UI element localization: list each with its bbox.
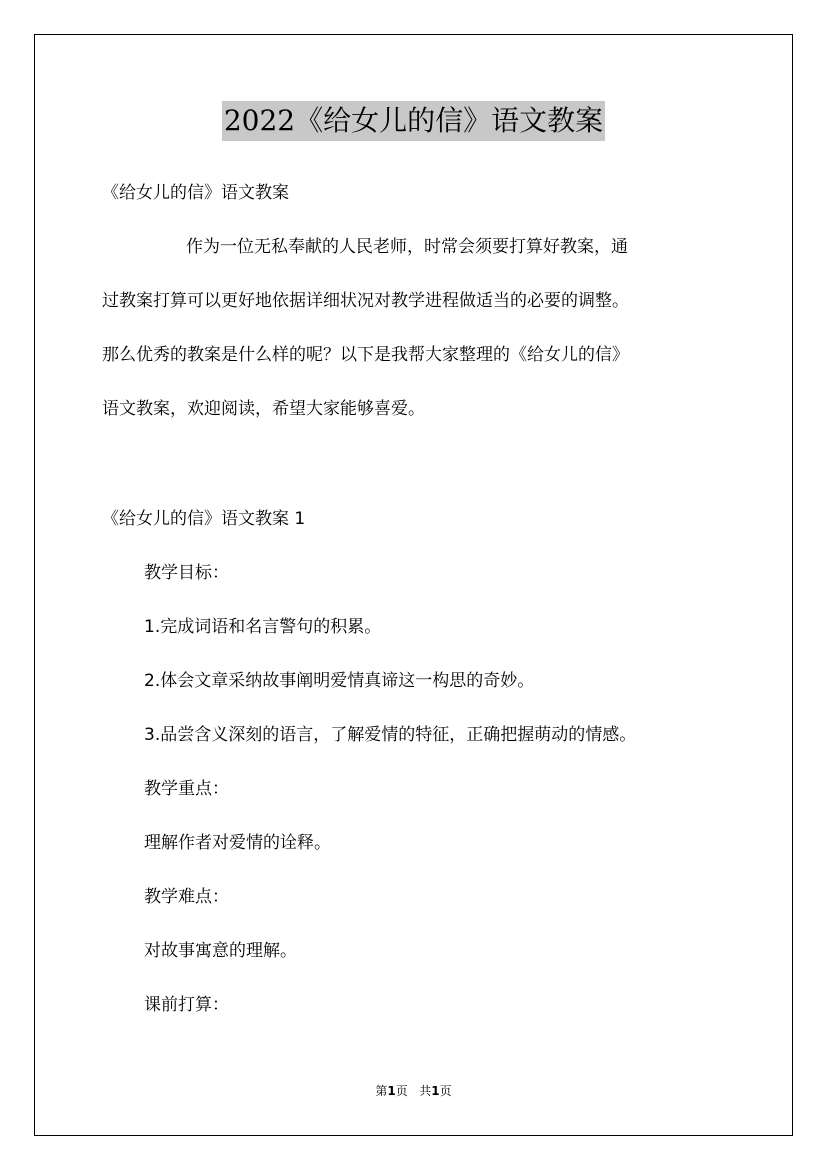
intro-line-2: 过教案打算可以更好地依据详细状况对教学进程做适当的必要的调整。 bbox=[102, 291, 629, 311]
subtitle: 《给女儿的信》语文教案 bbox=[102, 183, 289, 203]
footer-page-number: 1 bbox=[387, 1084, 396, 1098]
key-points-text: 理解作者对爱情的诠释。 bbox=[144, 833, 331, 853]
goal-item-3: 3.品尝含义深刻的语言，了解爱情的特征，正确把握萌动的情感。 bbox=[144, 725, 637, 745]
goal-item-2: 2.体会文章采纳故事阐明爱情真谛这一构思的奇妙。 bbox=[144, 671, 535, 691]
footer-mid: 页 共 bbox=[395, 1084, 432, 1098]
goal-item-1: 1.完成词语和名言警句的积累。 bbox=[144, 617, 382, 637]
intro-line-1: 作为一位无私奉献的人民老师，时常会须要打算好教案，通 bbox=[186, 237, 628, 257]
key-points-label: 教学重点： bbox=[144, 779, 229, 799]
intro-line-3: 那么优秀的教案是什么样的呢？以下是我帮大家整理的《给女儿的信》 bbox=[102, 345, 629, 365]
document-title: 2022《给女儿的信》语文教案 bbox=[222, 101, 605, 141]
page-footer bbox=[0, 1083, 827, 1099]
section-heading: 《给女儿的信》语文教案 1 bbox=[102, 509, 306, 529]
goals-label: 教学目标： bbox=[144, 563, 229, 583]
footer-prefix: 第 bbox=[375, 1084, 388, 1098]
intro-line-4: 语文教案，欢迎阅读，希望大家能够喜爱。 bbox=[102, 399, 425, 419]
footer-suffix: 页 bbox=[439, 1084, 452, 1098]
difficulty-label: 教学难点： bbox=[144, 887, 229, 907]
difficulty-text: 对故事寓意的理解。 bbox=[144, 941, 297, 961]
footer-page-total: 1 bbox=[431, 1084, 440, 1098]
preparation-label: 课前打算： bbox=[144, 995, 229, 1015]
title-wrap bbox=[0, 101, 827, 141]
